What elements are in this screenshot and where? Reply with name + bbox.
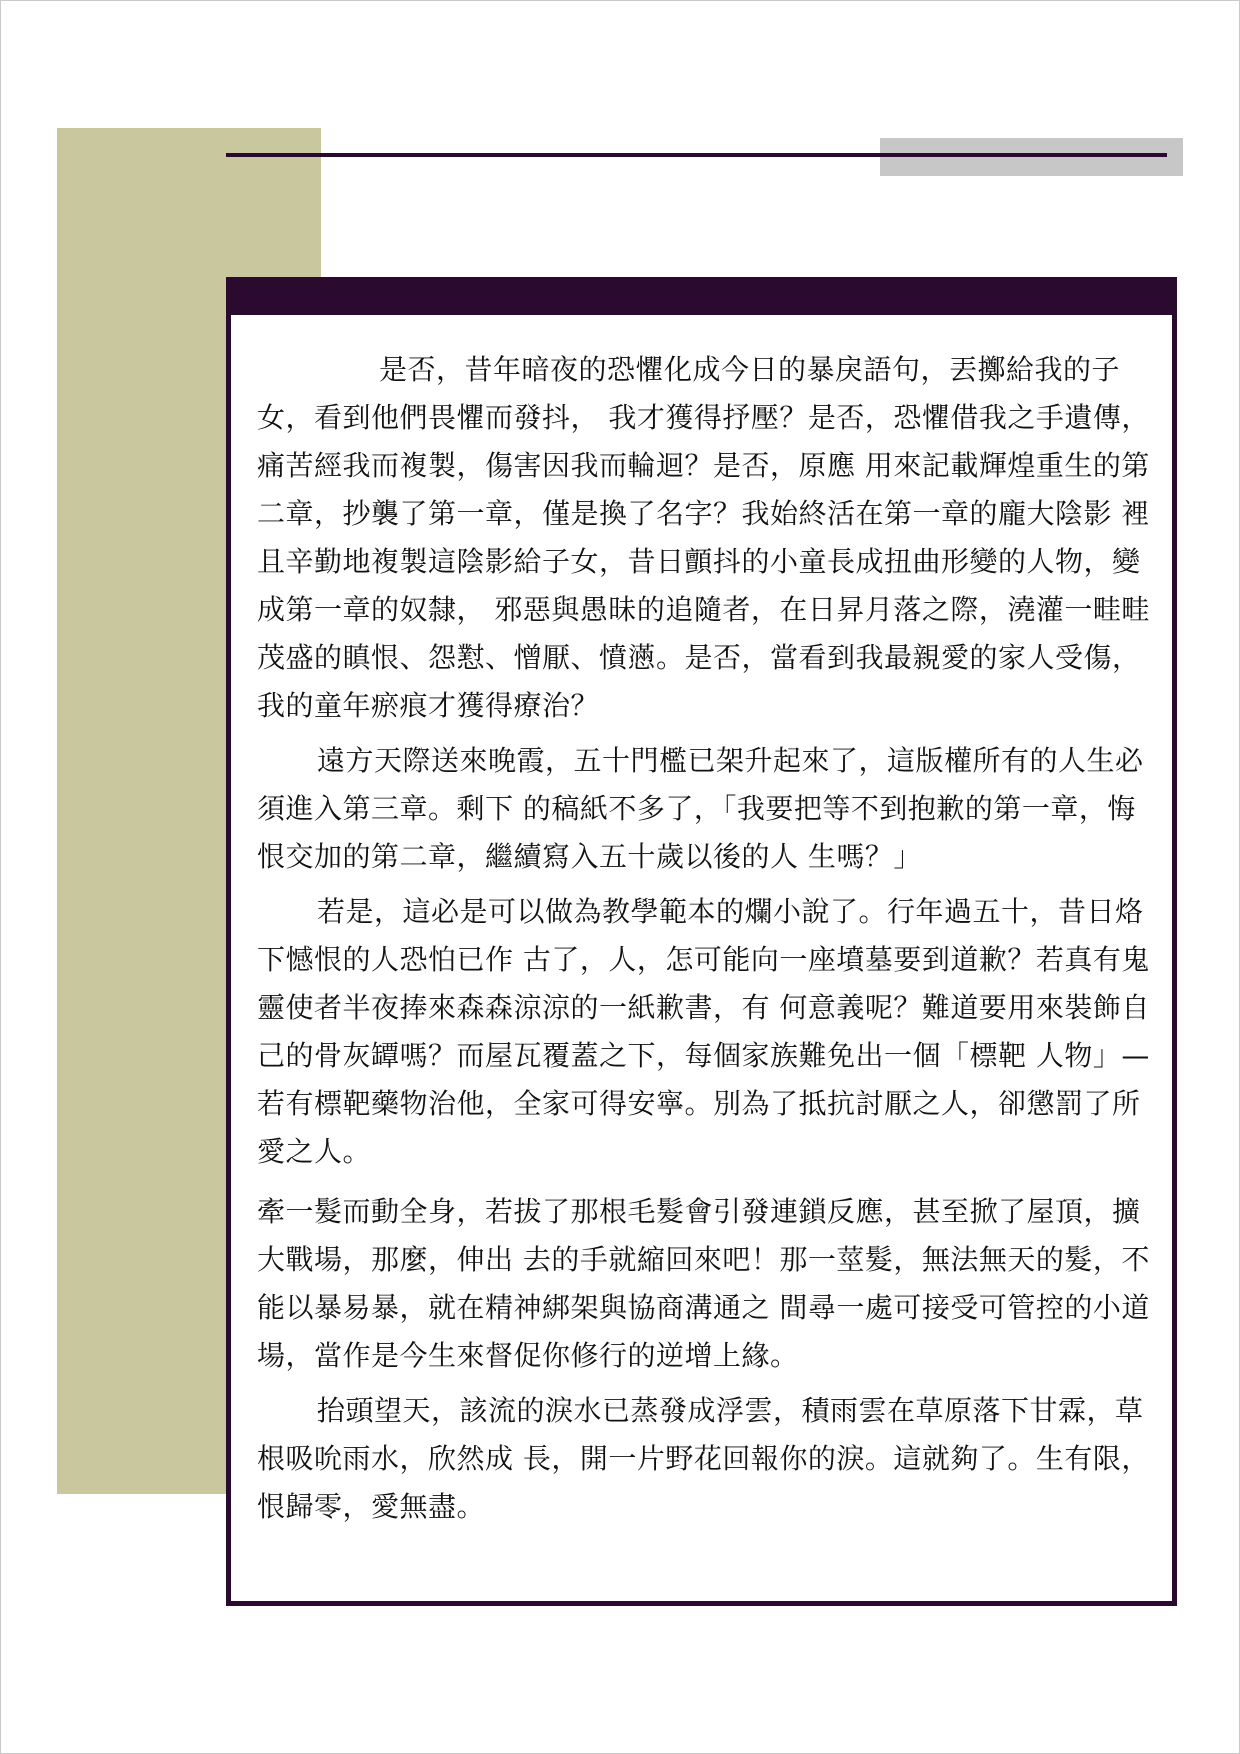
decorative-gray-bar bbox=[880, 138, 1183, 176]
paragraph-3: 若是，這必是可以做為教學範本的爛小說了。行年過五十，昔日烙下憾恨的人恐怕已作 古了，人，怎可能向一座墳墓要到道歉？若真有鬼靈使者半夜捧來森森涼涼的一紙歉書，有 何意義呢？難道要用來裝飾自己的骨灰罈嗎？而屋瓦覆蓋之下，每個家族難免出一個「標靶 人物」—若有標靶藥物治他，全家可得安寧。別為了抵抗討厭之人，卻懲罰了所愛之人。 bbox=[257, 895, 1150, 1168]
header-rule-overlay bbox=[880, 153, 1167, 157]
article-body bbox=[257, 346, 1157, 1531]
paragraph-4: 牽一髮而動全身，若拔了那根毛髮會引發連鎖反應，甚至掀了屋頂，擴大戰場，那麼，伸出 去的手就縮回來吧！那一莖髮，無法無天的髮，不能以暴易暴，就在精神綁架與協商溝通之 間尋一處可接受可管控的小道場，當作是今生來督促你修行的逆增上緣。 bbox=[257, 1195, 1150, 1372]
paragraph-5: 抬頭望天，該流的淚水已蒸發成浮雲，積雨雲在草原落下甘霖，草根吸吮雨水，欣然成 長，開一片野花回報你的淚。這就夠了。生有限，恨歸零，愛無盡。 bbox=[257, 1394, 1150, 1523]
article-frame bbox=[226, 277, 1177, 1606]
paragraph-1: 是否，昔年暗夜的恐懼化成今日的暴戾語句，丟擲給我的子女，看到他們畏懼而發抖， 我才獲得抒壓？是否，恐懼借我之手遺傳，痛苦經我而複製，傷害因我而輪迴？是否，原應 用來記載輝煌重生的第二章，抄襲了第一章，僅是換了名字？我始終活在第一章的龐大陰影 裡且辛勤地複製這陰影給子女，昔日顫抖的小童長成扭曲形變的人物，變成第一章的奴隸， 邪惡與愚昧的追隨者，在日昇月落之際，澆灌一畦畦茂盛的瞋恨、怨懟、憎厭、憤懣。是否，當看到我最親愛的家人受傷，我的童年瘀痕才獲得療治？ bbox=[257, 353, 1150, 722]
paragraph-2: 遠方天際送來晚霞，五十門檻已架升起來了，這版權所有的人生必須進入第三章。剩下 的稿紙不多了，「我要把等不到抱歉的第一章，悔恨交加的第二章，繼續寫入五十歲以後的人 生嗎？」 bbox=[257, 744, 1144, 873]
